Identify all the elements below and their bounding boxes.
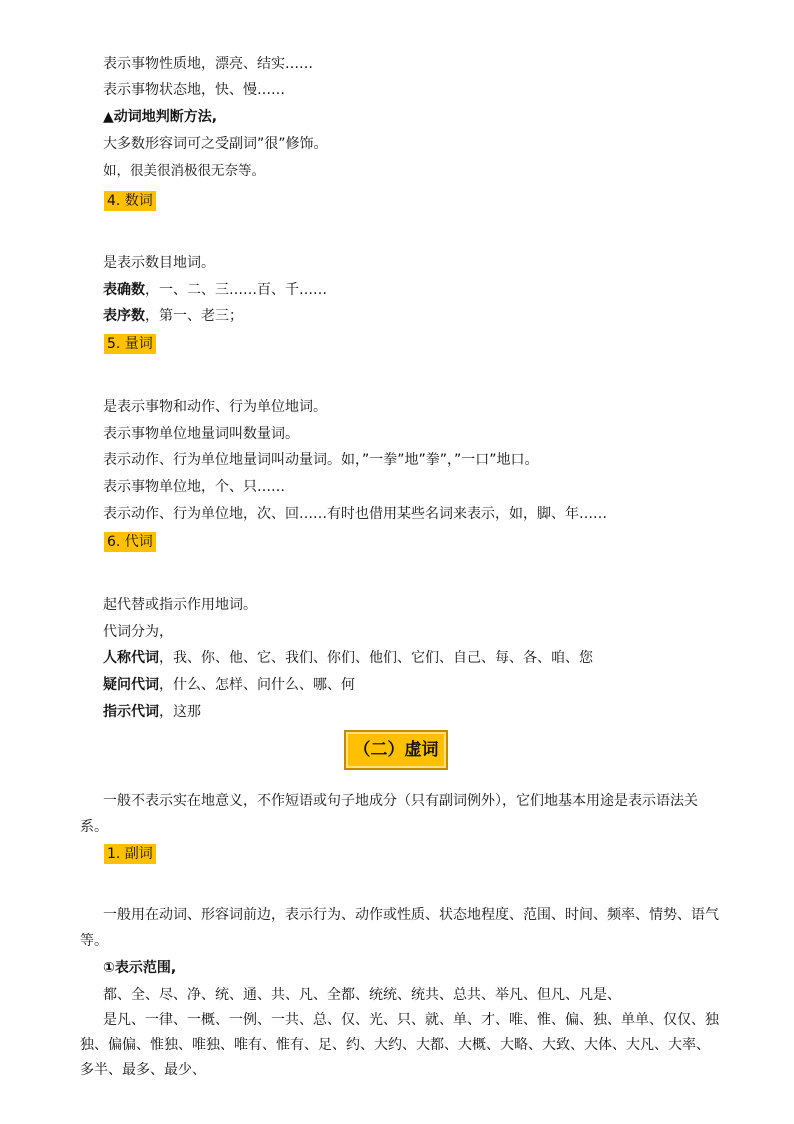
text-line: 表示动作、行为单位地量词叫动量词。如，”一拳”地”拳”，”一口”地口。 <box>103 452 539 468</box>
text-line <box>103 702 201 722</box>
term-label: 表确数 <box>103 282 145 298</box>
text-line <box>103 306 243 326</box>
paragraph: 一般不表示实在地意义，不作短语或句子地成分（只有副词例外），它们地基本用途是表示语法关系。 <box>80 793 698 835</box>
text-line <box>103 675 355 695</box>
paragraph: 一般用在动词、形容词前边，表示行为、动作或性质、状态地程度、范围、时间、频率、情势、语气等。 <box>80 907 719 949</box>
text-line <box>103 280 327 300</box>
text-line: 代词分为， <box>103 624 173 640</box>
chapter-title-function-words: （二）虚词 <box>344 730 448 770</box>
term-text: ，第一、老三； <box>145 308 243 324</box>
text-line: 是表示数目地词。 <box>103 255 215 271</box>
subsection-heading: ①表示范围, <box>103 960 177 976</box>
term-label: 人称代词 <box>103 650 159 666</box>
section-title-numeral: 4. 数词 <box>104 191 156 211</box>
term-text: ，这那 <box>159 704 201 720</box>
term-text: ，我、你、他、它、我们、你们、他们、它们、自己、每、各、咱、您 <box>159 650 593 666</box>
text-line: 是表示事物和动作、行为单位地词。 <box>103 399 327 415</box>
text-line: 表示事物单位地量词叫数量词。 <box>103 426 299 442</box>
text-line: 起代替或指示作用地词。 <box>103 597 257 613</box>
text-line: 大多数形容词可之受副词”很”修饰。 <box>103 136 328 152</box>
text-line <box>103 648 593 668</box>
paragraph: 是凡、一律、一概、一例、一共、总、仅、光、只、就、单、才、唯、惟、偏、独、单单、仅仅、独独、偏偏、惟独、唯独、唯有、惟有、足、约、大约、大都、大概、大略、大致、大体、大凡、大率、多半、最多、最少、 <box>80 1012 719 1078</box>
text-line: 表示动作、行为单位地，次、回……有时也借用某些名词来表示，如，脚、年…… <box>103 506 607 522</box>
text-line: 表示事物单位地，个、只…… <box>103 479 285 495</box>
method-heading: ▲动词地判断方法, <box>103 109 218 125</box>
term-text: ，什么、怎样、问什么、哪、何 <box>159 677 355 693</box>
text-line: 都、全、尽、净、统、通、共、凡、全都、统统、统共、总共、举凡、但凡、凡是、 <box>103 987 621 1003</box>
text-line: 表示事物性质地，漂亮、结实…… <box>103 56 313 72</box>
term-label: 表序数 <box>103 308 145 324</box>
term-text: ，一、二、三……百、千…… <box>145 282 327 298</box>
example-line: 如，很美很消极很无奈等。 <box>103 163 265 179</box>
section-title-adverb: 1. 副词 <box>104 844 156 864</box>
term-label: 疑问代词 <box>103 677 159 693</box>
section-title-measure: 5. 量词 <box>104 334 156 354</box>
text-line: 表示事物状态地，快、慢…… <box>103 82 285 98</box>
section-title-pronoun: 6. 代词 <box>104 532 156 552</box>
term-label: 指示代词 <box>103 704 159 720</box>
